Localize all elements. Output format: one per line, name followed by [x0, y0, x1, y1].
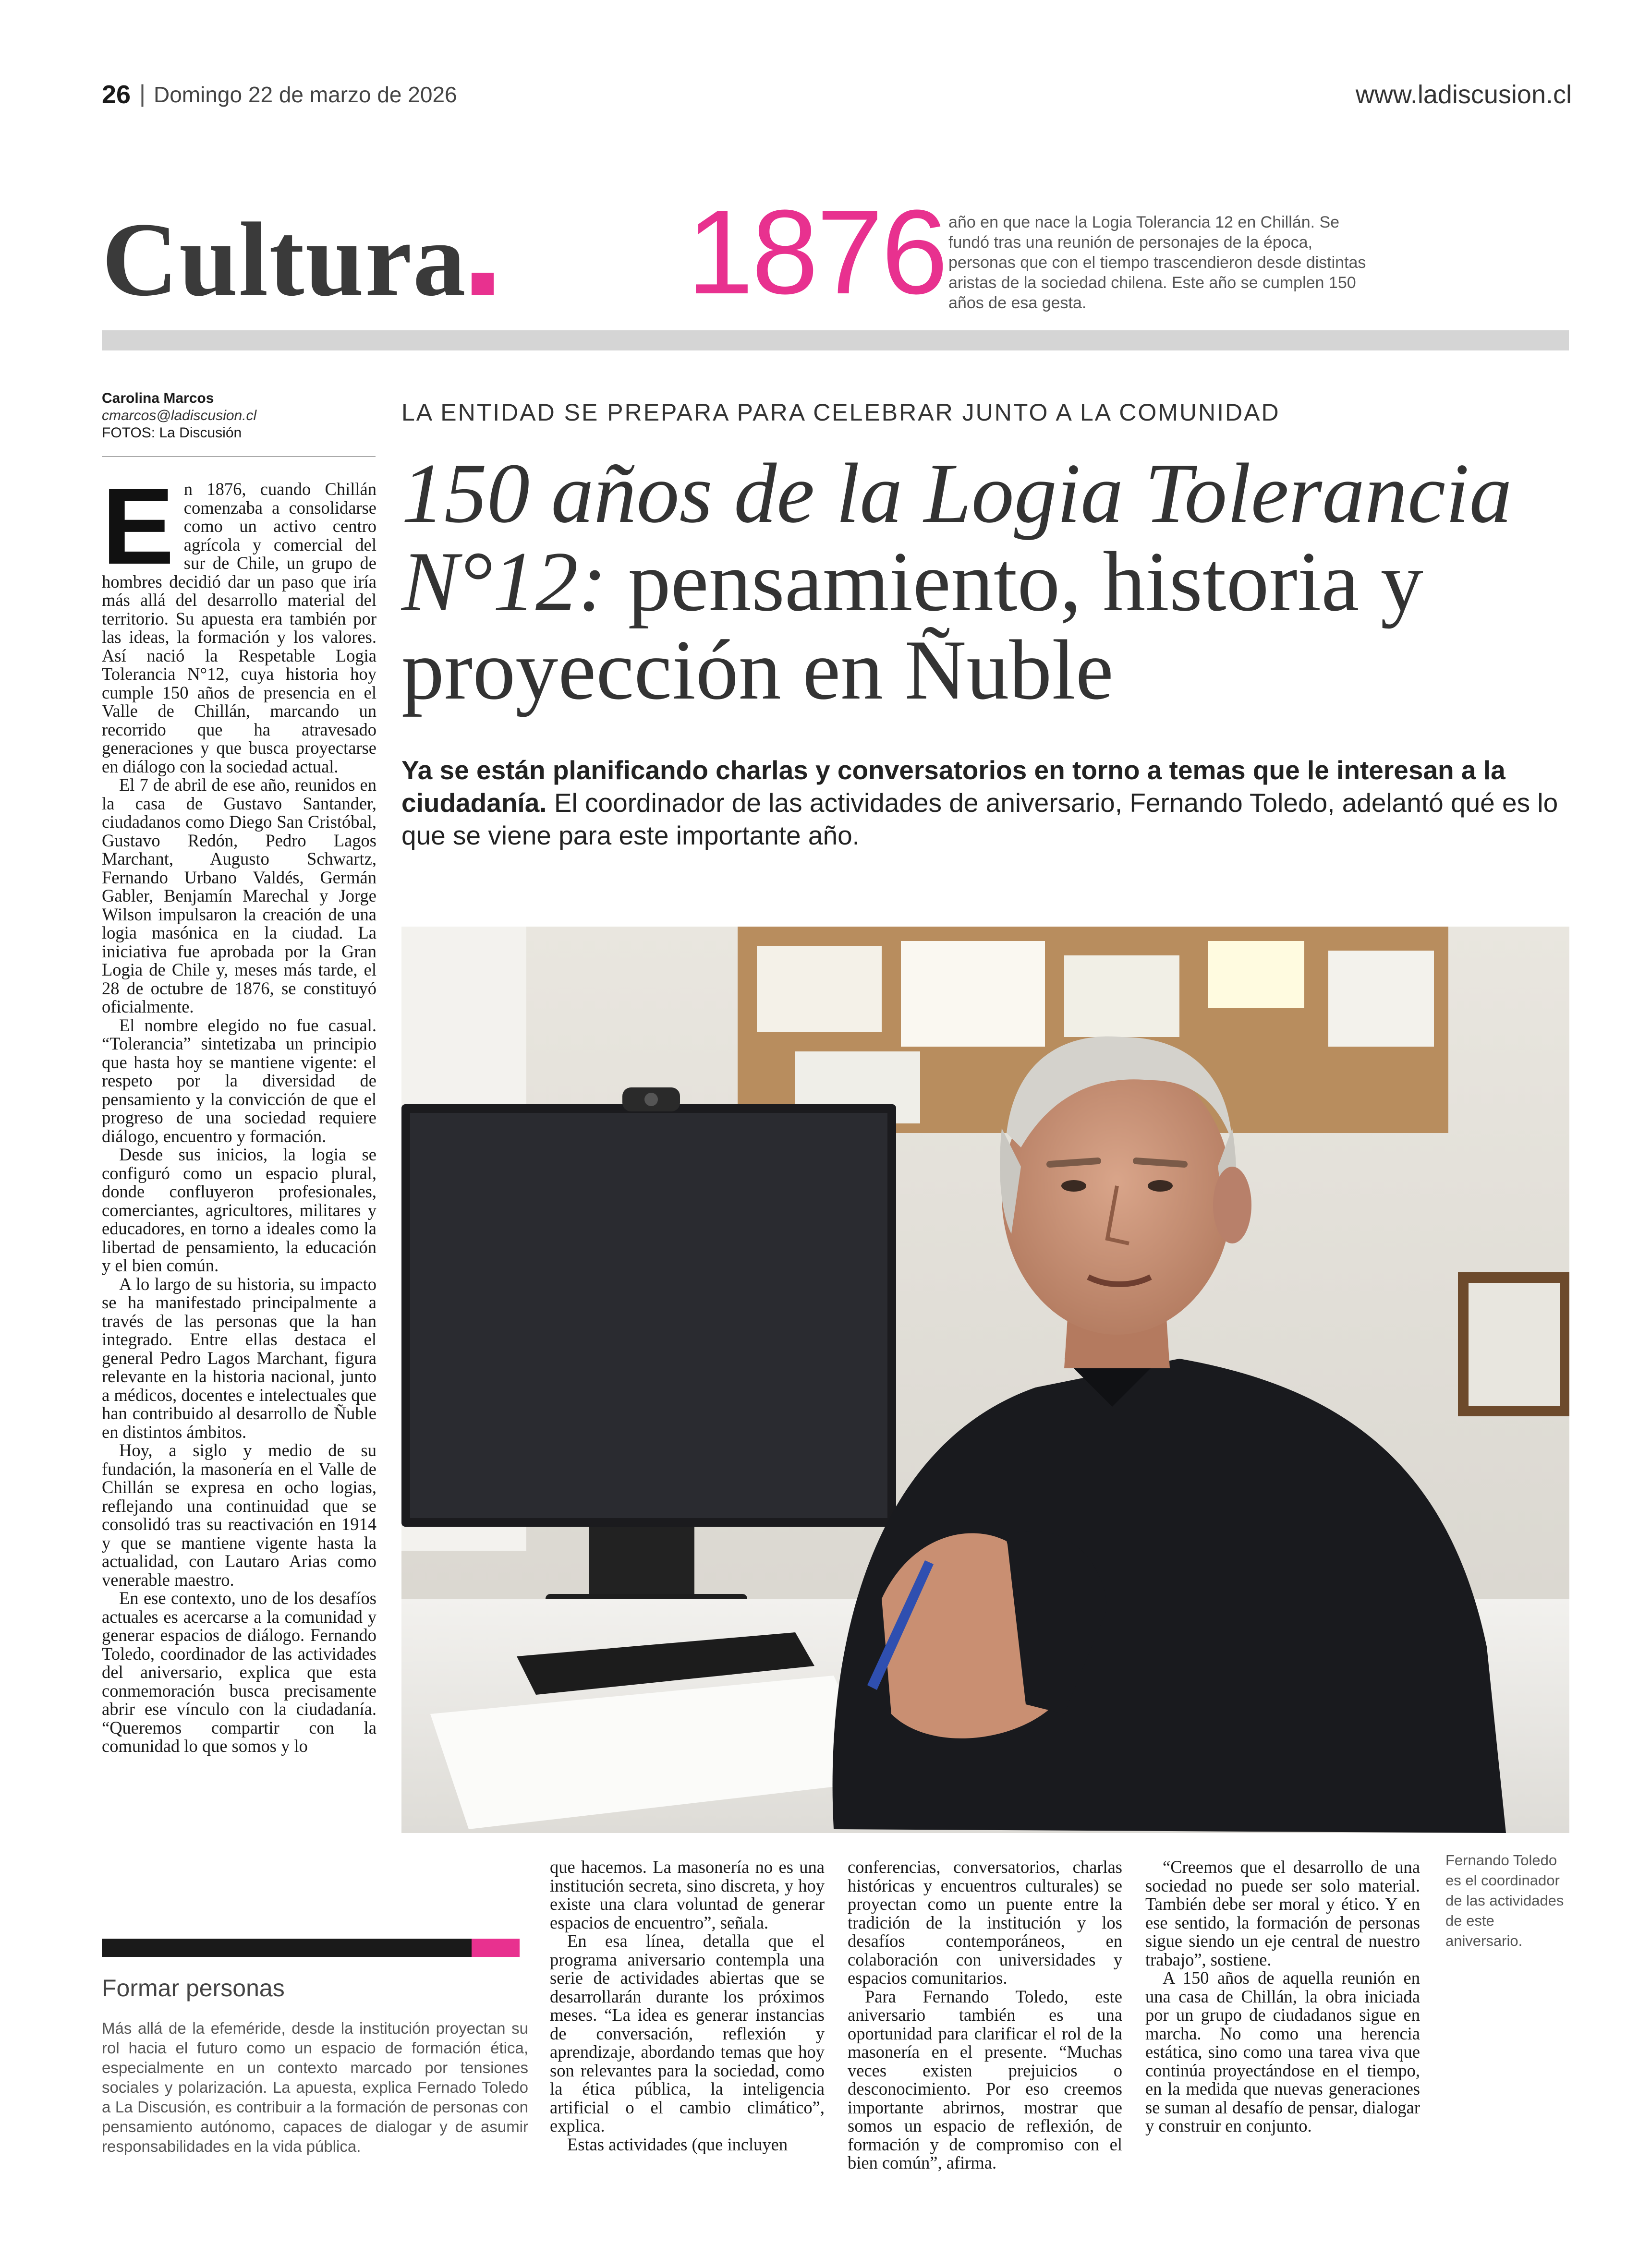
headline-italic: 150 años de la Logia Tolerancia N°12:: [401, 446, 1512, 629]
paragraph: que hacemos. La masonería no es una institución secreta, sino discreta, y hoy existe una clara voluntad de generar espacios de encuentro”, señala.: [550, 1857, 825, 1932]
article-lead: [401, 754, 1573, 852]
byline-divider: [102, 456, 376, 457]
paragraph: El 7 de abril de ese año, reunidos en la casa de Gustavo Santander, ciudadanos como Diego San Cristóbal, Gustavo Redón, Pedro Lagos Marchant, Augusto Schwartz, Fernando Urbano Valdés, Germán Gabler, Benjamín Marechal y Jorge Wilson impulsaron la creación de una logia masónica en la ciudad. La iniciativa fue aprobada por la Gran Logia de Chile y, meses más tarde, el 28 de octubre de 1876, se constituyó oficialmente.: [102, 775, 376, 1016]
byline-email[interactable]: cmarcos@ladiscusion.cl: [102, 408, 257, 423]
paragraph: A 150 años de aquella reunión en una casa de Chillán, la obra iniciada por un grupo de ciudadanos sigue en marcha. No como una herencia estática, sino como una tarea viva que continúa proyectándose en el tiempo, en la medida que nuevas generaciones se suman al desafío de pensar, dialogar y construir en conjunto.: [1145, 1968, 1420, 2135]
paragraph: Desde sus inicios, la logia se configuró como un espacio plural, donde confluyeron profesionales, comerciantes, agricultores, militares y educadores, en torno a ideales como la libertad de pensamiento, la educación y el bien común.: [102, 1145, 376, 1275]
article-kicker: LA ENTIDAD SE PREPARA PARA CELEBRAR JUNTO A LA COMUNIDAD: [401, 399, 1280, 426]
photo-caption: Fernando Toledo es el coordinador de las actividades de este aniversario.: [1445, 1852, 1564, 1949]
byline: [102, 390, 390, 442]
lead-rest: El coordinador de las actividades de aniversario, Fernando Toledo, adelantó qué es lo que se viene para este importante año.: [401, 788, 1558, 850]
byline-author: Carolina Marcos: [102, 390, 214, 406]
paragraph: conferencias, conversatorios, charlas históricas y encuentros culturales) se proyectan como un puente entre la tradición de la institución y los desafíos contemporáneos, en colaboración con universidades y espacios comunitarios.: [848, 1857, 1122, 1988]
drop-cap: E: [102, 465, 174, 587]
article-column-1: [102, 465, 376, 1756]
paragraph: El nombre elegido no fue casual. “Tolerancia” sintetizaba un principio que hasta hoy se mantiene vigente: el respeto por la diversidad de pensamiento y la convicción de que el progreso de una sociedad requiere diálogo, encuentro y formación.: [102, 1015, 376, 1146]
section-divider-bar: [102, 330, 1569, 350]
byline-photos: FOTOS: La Discusión: [102, 425, 242, 441]
section-title-text: Cultura: [102, 201, 467, 318]
article-photo: [401, 927, 1569, 1833]
lead-bold: Ya se están planificando charlas y conversatorios en torno a temas que le interesan a la ciudadanía.: [401, 755, 1505, 818]
paragraph: A lo largo de su historia, su impacto se ha manifestado principalmente a través de las personas que la han integrado. Entre ellas destaca el general Pedro Lagos Marchant, figura relevante en la historia nacional, junto a médicos, docentes e intelectuales que han contribuido al desarrollo de Ñuble en distintos ámbitos.: [102, 1274, 376, 1442]
photo-illustration: [401, 927, 1569, 1833]
article-column-2: [550, 1858, 825, 2154]
section-dot: [472, 273, 494, 295]
issue-date: Domingo 22 de marzo de 2026: [154, 82, 457, 107]
highlight-year: 1876: [687, 185, 947, 319]
headline-rest: pensamiento, historia y proyección en Ñuble: [401, 534, 1423, 717]
sidebar-bar-accent: [472, 1939, 520, 1957]
paragraph: “Creemos que el desarrollo de una sociedad no puede ser solo material. También debe ser moral y ético. Y en ese sentido, la formación de personas sigue siendo un eje central de nuestro trabajo”, sostiene.: [1145, 1857, 1420, 1969]
sidebar-text: Más allá de la efeméride, desde la institución proyectan su rol hacia el futuro como un espacio de formación ética, especialmente en un contexto marcado por tensiones sociales y polarización. La apuesta, explica Fernado Toledo a La Discusión, es contribuir a la formación de personas con pensamiento autónomo, capaces de dialogar y de asumir responsabilidades en la vida pública.: [102, 2019, 528, 2155]
header-separator: |: [139, 80, 146, 107]
paragraph: Estas actividades (que incluyen: [567, 2134, 788, 2154]
article-headline: [401, 446, 1578, 717]
paragraph: En esa línea, detalla que el programa aniversario contempla una serie de actividades abiertas que se desarrollarán durante los próximos meses. “La idea es generar instancias de conversación, reflexión y aprendizaje, abordando temas que hoy son relevantes para la sociedad, como la ética pública, la inteligencia artificial o el cambio climático”, explica.: [550, 1931, 825, 2135]
year-note: año en que nace la Logia Tolerancia 12 en Chillán. Se fundó tras una reunión de personajes de la época, personas que con el tiempo trascendieron desde distintas aristas de la sociedad chilena. Este año se cumplen 150 años de esa gesta.: [948, 213, 1366, 312]
paragraph: Hoy, a siglo y medio de su fundación, la masonería en el Valle de Chillán se expresa en ocho logias, reflejando una continuidad que se consolidó tras su reactivación en 1914 y que se mantiene vigente hasta la actualidad, con Lautaro Arias como venerable maestro.: [102, 1440, 376, 1590]
paragraph: Para Fernando Toledo, este aniversario también es una oportunidad para clarificar el rol de la masonería en el presente. “Muchas veces existen prejuicios o desconocimiento. Por eso creemos importante abrirnos, mostrar que somos un espacio de reflexión, de formación y de compromiso con el bien común”, afirma.: [848, 1986, 1122, 2172]
paragraph: n 1876, cuando Chillán comenzaba a consolidarse como un activo centro agrícola y comercial del sur de Chile, un grupo de hombres decidió dar un paso que iría más allá del desarrollo material del territorio. Su apuesta era también por las ideas, la formación y los valores. Así nació la Respetable Logia Tolerancia N°12, cuya historia hoy cumple 150 años de presencia en el Valle de Chillán, marcando un recorrido que ha atravesado generaciones y que busca proyectarse en diálogo con la sociedad actual.: [102, 479, 376, 776]
sidebar-title: Formar personas: [102, 1975, 285, 2002]
article-column-3: [848, 1858, 1122, 2172]
article-column-4: [1145, 1858, 1420, 2135]
section-title: [102, 201, 494, 318]
paragraph: En ese contexto, uno de los desafíos actuales es acercarse a la comunidad y generar espacios de diálogo. Fernando Toledo, coordinador de las actividades del aniversario, explica que esta conmemoración busca precisamente abrir ese vínculo con la ciudadanía. “Queremos compartir con la comunidad lo que somos y lo: [102, 1588, 376, 1756]
sidebar-bar: [102, 1939, 472, 1957]
page-number: 26: [102, 80, 131, 109]
website-link[interactable]: www.ladiscusion.cl: [1355, 80, 1572, 109]
